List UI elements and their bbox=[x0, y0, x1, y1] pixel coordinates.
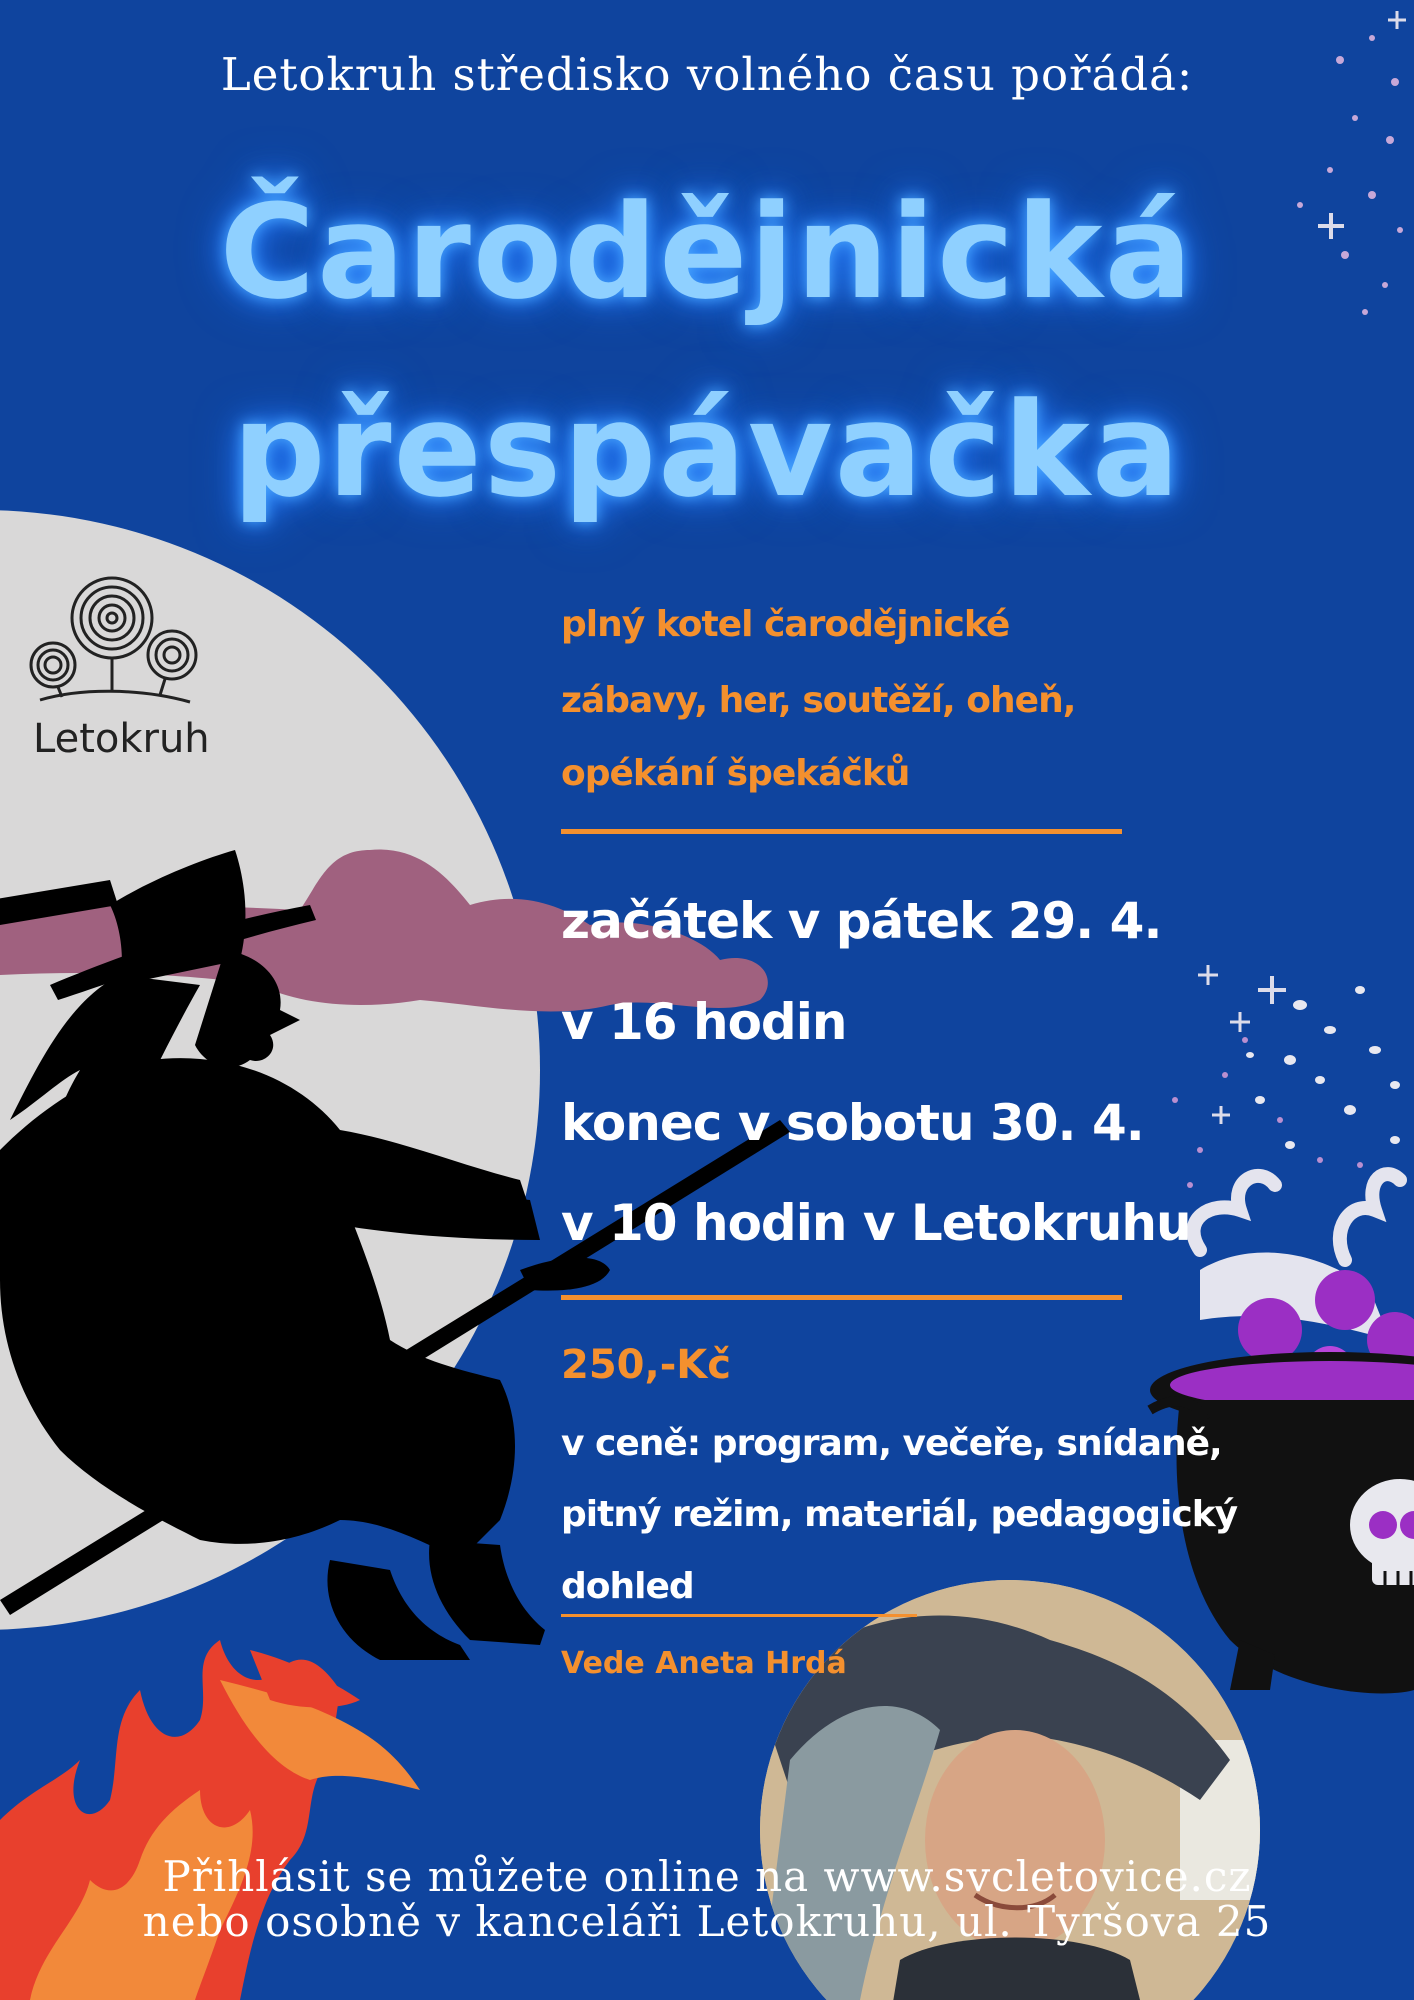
price-text: 250,-Kč bbox=[561, 1342, 731, 1388]
included-line: v ceně: program, večeře, snídaně, bbox=[561, 1423, 1222, 1464]
sparkles-icon bbox=[1172, 965, 1400, 1188]
footer-line: Přihlásit se můžete online na www.svcletovice.cz bbox=[162, 1852, 1252, 1901]
description-line: zábavy, her, soutěží, oheň, bbox=[561, 680, 1076, 721]
page-title-line2: přespávačka bbox=[232, 374, 1182, 526]
schedule-line: konec v sobotu 30. 4. bbox=[561, 1094, 1144, 1152]
logo-label: Letokruh bbox=[33, 716, 210, 762]
included-line: pitný režim, materiál, pedagogický bbox=[561, 1494, 1238, 1535]
leader-text: Vede Aneta Hrdá bbox=[561, 1646, 847, 1681]
page-title: Čarodějnická bbox=[219, 176, 1195, 328]
schedule-line: začátek v pátek 29. 4. bbox=[561, 892, 1162, 950]
description-line: plný kotel čarodějnické bbox=[561, 604, 1010, 645]
footer-line: nebo osobně v kanceláři Letokruhu, ul. Tyršova 25 bbox=[142, 1897, 1272, 1946]
schedule-line: v 16 hodin bbox=[561, 993, 847, 1051]
organizer-text: Letokruh středisko volného času pořádá: bbox=[220, 48, 1194, 101]
schedule-line: v 10 hodin v Letokruhu bbox=[561, 1194, 1191, 1252]
fire-icon bbox=[0, 1640, 420, 2000]
description-line: opékání špekáčků bbox=[561, 753, 910, 794]
included-line: dohled bbox=[561, 1566, 694, 1607]
